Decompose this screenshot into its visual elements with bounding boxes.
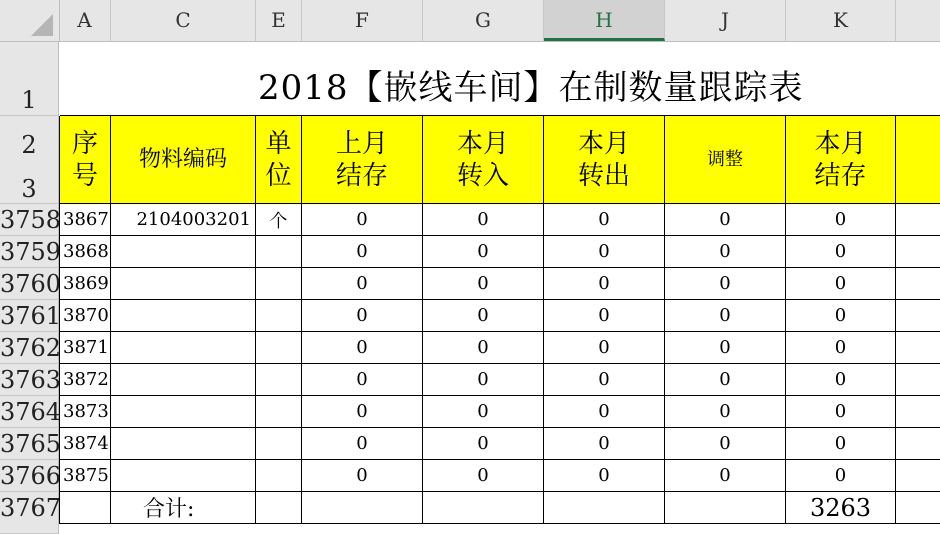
header-this-month-in[interactable]: 本月 转入 xyxy=(423,116,544,204)
cell-next-col[interactable] xyxy=(896,396,940,428)
cell-this-month-in[interactable]: 0 xyxy=(423,332,544,364)
header-this-month-stock[interactable]: 本月 结存 xyxy=(786,116,896,204)
cell-adjust[interactable]: 0 xyxy=(665,460,786,492)
cell-unit[interactable] xyxy=(256,236,302,268)
cell-unit[interactable] xyxy=(256,460,302,492)
cell-adjust[interactable]: 0 xyxy=(665,364,786,396)
header-adjust[interactable]: 调整 xyxy=(665,116,786,204)
cell-material-code[interactable] xyxy=(111,364,256,396)
cell-this-month-in[interactable]: 0 xyxy=(423,268,544,300)
cell-last-month-stock[interactable]: 0 xyxy=(302,396,423,428)
cell-material-code[interactable] xyxy=(111,396,256,428)
total-row-cell[interactable] xyxy=(256,492,302,524)
cell-unit[interactable] xyxy=(256,396,302,428)
cell-next-col[interactable] xyxy=(896,332,940,364)
cell-this-month-out[interactable]: 0 xyxy=(544,396,665,428)
cell-this-month-stock[interactable]: 0 xyxy=(786,364,896,396)
cell-next-col[interactable] xyxy=(896,204,940,236)
select-all-corner[interactable] xyxy=(0,0,60,41)
cell-adjust[interactable]: 0 xyxy=(665,428,786,460)
cell-this-month-stock[interactable]: 0 xyxy=(786,268,896,300)
row-header[interactable]: 3761 xyxy=(0,302,62,330)
cell-seq[interactable]: 3875 xyxy=(59,460,111,492)
cell-adjust[interactable]: 0 xyxy=(665,300,786,332)
total-label[interactable]: 合计: xyxy=(111,492,256,524)
cell-material-code[interactable] xyxy=(111,236,256,268)
cell-last-month-stock[interactable]: 0 xyxy=(302,300,423,332)
cell-this-month-out[interactable]: 0 xyxy=(544,268,665,300)
total-row-cell[interactable] xyxy=(302,492,423,524)
column-header-f[interactable]: F xyxy=(302,0,423,41)
cell-material-code[interactable]: 2104003201 xyxy=(111,204,256,236)
cell-last-month-stock[interactable]: 0 xyxy=(302,460,423,492)
cell-seq[interactable]: 3872 xyxy=(59,364,111,396)
cell-material-code[interactable] xyxy=(111,428,256,460)
cell-this-month-in[interactable]: 0 xyxy=(423,428,544,460)
cell-last-month-stock[interactable]: 0 xyxy=(302,236,423,268)
cell-last-month-stock[interactable]: 0 xyxy=(302,364,423,396)
total-row-cell[interactable] xyxy=(544,492,665,524)
header-last-month-stock[interactable]: 上月 结存 xyxy=(302,116,423,204)
header-this-month-out[interactable]: 本月 转出 xyxy=(544,116,665,204)
cell-material-code[interactable] xyxy=(111,460,256,492)
cell-material-code[interactable] xyxy=(111,300,256,332)
cell-this-month-in[interactable]: 0 xyxy=(423,396,544,428)
total-row-cell[interactable] xyxy=(896,492,940,524)
cell-this-month-out[interactable]: 0 xyxy=(544,300,665,332)
cell-seq[interactable]: 3873 xyxy=(59,396,111,428)
cell-seq[interactable]: 3874 xyxy=(59,428,111,460)
total-row-cell[interactable] xyxy=(423,492,544,524)
header-unit[interactable]: 单 位 xyxy=(256,116,302,204)
header-seq[interactable]: 序 号 xyxy=(59,116,111,204)
cell-this-month-in[interactable]: 0 xyxy=(423,204,544,236)
cell-unit[interactable] xyxy=(256,364,302,396)
cell-adjust[interactable]: 0 xyxy=(665,268,786,300)
cell-this-month-out[interactable]: 0 xyxy=(544,204,665,236)
cell-seq[interactable]: 3869 xyxy=(59,268,111,300)
cell-last-month-stock[interactable]: 0 xyxy=(302,332,423,364)
cell-next-col[interactable] xyxy=(896,460,940,492)
column-header-k[interactable]: K xyxy=(786,0,896,41)
cell-adjust[interactable]: 0 xyxy=(665,204,786,236)
row-header[interactable]: 3764 xyxy=(0,398,62,426)
title-cell[interactable] xyxy=(60,42,940,116)
cell-this-month-in[interactable]: 0 xyxy=(423,364,544,396)
column-header-j[interactable]: J xyxy=(665,0,786,41)
cell-next-col[interactable] xyxy=(896,268,940,300)
cell-next-col[interactable] xyxy=(896,236,940,268)
cell-adjust[interactable]: 0 xyxy=(665,236,786,268)
cell-this-month-in[interactable]: 0 xyxy=(423,300,544,332)
cell-unit[interactable]: 个 xyxy=(256,204,302,236)
row-header[interactable]: 3760 xyxy=(0,270,62,298)
cell-this-month-out[interactable]: 0 xyxy=(544,428,665,460)
cell-adjust[interactable]: 0 xyxy=(665,332,786,364)
cell-this-month-stock[interactable]: 0 xyxy=(786,300,896,332)
row-header-1[interactable]: 1 xyxy=(0,42,59,116)
cell-this-month-stock[interactable]: 0 xyxy=(786,396,896,428)
row-header[interactable]: 3765 xyxy=(0,430,62,458)
column-header-h[interactable]: H xyxy=(544,0,665,41)
cell-material-code[interactable] xyxy=(111,332,256,364)
row-header[interactable]: 3763 xyxy=(0,366,62,394)
cell-this-month-out[interactable]: 0 xyxy=(544,332,665,364)
cell-adjust[interactable]: 0 xyxy=(665,396,786,428)
cell-this-month-in[interactable]: 0 xyxy=(423,236,544,268)
cell-last-month-stock[interactable]: 0 xyxy=(302,268,423,300)
cell-this-month-out[interactable]: 0 xyxy=(544,236,665,268)
cell-last-month-stock[interactable]: 0 xyxy=(302,428,423,460)
total-row-cell[interactable] xyxy=(665,492,786,524)
total-this-month-stock[interactable]: 3263 xyxy=(786,492,896,524)
column-header-c[interactable]: C xyxy=(111,0,256,41)
cell-next-col[interactable] xyxy=(896,428,940,460)
cell-this-month-in[interactable]: 0 xyxy=(423,460,544,492)
cell-unit[interactable] xyxy=(256,428,302,460)
cell-unit[interactable] xyxy=(256,300,302,332)
cell-seq[interactable]: 3868 xyxy=(59,236,111,268)
column-header-a[interactable]: A xyxy=(59,0,111,41)
cell-this-month-stock[interactable]: 0 xyxy=(786,204,896,236)
row-header[interactable]: 3762 xyxy=(0,334,62,362)
column-header-g[interactable]: G xyxy=(423,0,544,41)
total-row-cell[interactable] xyxy=(59,492,111,524)
column-header-e[interactable]: E xyxy=(256,0,302,41)
cell-next-col[interactable] xyxy=(896,364,940,396)
cell-next-col[interactable] xyxy=(896,300,940,332)
cell-this-month-out[interactable]: 0 xyxy=(544,364,665,396)
row-header-3[interactable]: 3 xyxy=(0,160,59,204)
cell-seq[interactable]: 3871 xyxy=(59,332,111,364)
cell-this-month-stock[interactable]: 0 xyxy=(786,236,896,268)
cell-this-month-stock[interactable]: 0 xyxy=(786,460,896,492)
column-header-bar xyxy=(0,0,940,42)
row-header[interactable]: 3766 xyxy=(0,462,62,490)
cell-unit[interactable] xyxy=(256,332,302,364)
cell-seq[interactable]: 3870 xyxy=(59,300,111,332)
cell-unit[interactable] xyxy=(256,268,302,300)
row-header-2[interactable]: 2 xyxy=(0,116,59,160)
row-header[interactable]: 3767 xyxy=(0,492,59,534)
header-next-col[interactable] xyxy=(896,116,940,204)
cell-seq[interactable]: 3867 xyxy=(59,204,111,236)
header-material-code[interactable]: 物料编码 xyxy=(111,116,256,204)
row-header[interactable]: 3758 xyxy=(0,206,62,234)
cell-last-month-stock[interactable]: 0 xyxy=(302,204,423,236)
cell-this-month-stock[interactable]: 0 xyxy=(786,332,896,364)
sheet-title: 2018【嵌线车间】在制数量跟踪表 xyxy=(258,68,804,108)
cell-this-month-out[interactable]: 0 xyxy=(544,460,665,492)
cell-material-code[interactable] xyxy=(111,268,256,300)
cell-this-month-stock[interactable]: 0 xyxy=(786,428,896,460)
column-header-next[interactable] xyxy=(896,0,940,41)
row-header[interactable]: 3759 xyxy=(0,238,62,266)
